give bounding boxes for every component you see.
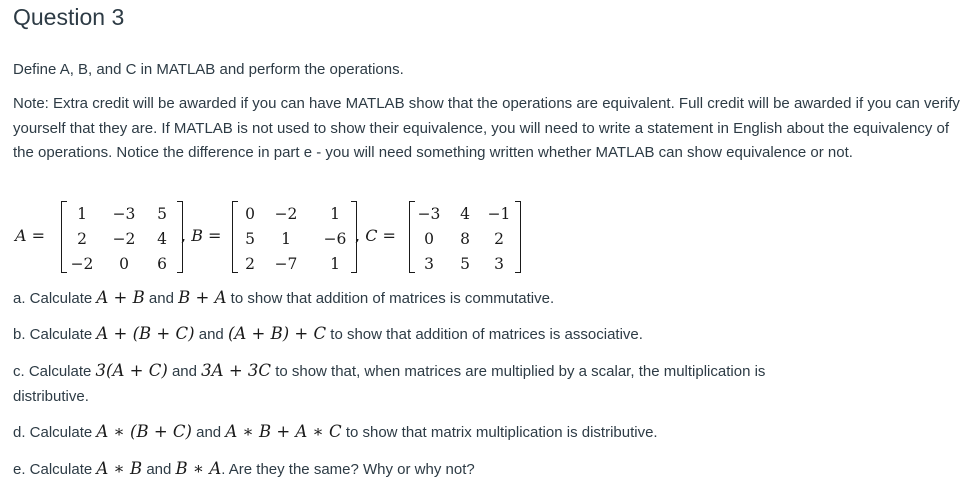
matrix-a-cell: 6: [157, 255, 167, 273]
matrix-a-cell: 1: [77, 205, 87, 223]
matrix-a-cell: 4: [157, 230, 167, 248]
matrix-a-cell: 2: [77, 230, 87, 248]
part-d-expr1: A ∗ (B + C): [96, 422, 192, 441]
part-b-expr1: A + (B + C): [96, 324, 195, 343]
intro-text: Define A, B, and C in MATLAB and perform the operations.: [13, 61, 404, 78]
part-c-expr1: 3(A + C): [95, 361, 168, 380]
matrix-c-cell: 2: [494, 230, 504, 248]
matrix-a: [61, 201, 183, 273]
matrix-c-cell: 8: [460, 230, 470, 248]
part-e-expr2: B ∗ A: [175, 459, 222, 478]
matrix-c-cell: −3: [417, 205, 441, 223]
matrix-a-cell: 5: [157, 205, 167, 223]
note-text: Note: Extra credit will be awarded if you can have MATLAB show that the operations are equivalent. Full credit will be awarded if you can verify yourself that they are. If MATLAB is not used to show their equivalence, you will need to write a statement in English about the equivalency of the operations. Notice the difference in part e - you will need something written whether MATLAB can show equivalence or not.: [13, 95, 960, 161]
matrix-b-label: , B =: [181, 226, 222, 245]
matrix-c-cell: 3: [424, 255, 434, 273]
matrix-b-cell: 5: [245, 230, 255, 248]
matrix-b-cell: −2: [274, 205, 298, 223]
matrix-b-cell: 1: [281, 230, 291, 248]
page-title: Question 3: [13, 4, 125, 30]
matrix-b-cell: 0: [245, 205, 255, 223]
matrix-a-cell: −2: [112, 230, 136, 248]
matrix-b-cell: 1: [330, 255, 340, 273]
part-b-expr2: (A + B) + C: [227, 324, 327, 343]
matrix-a-label: A =: [15, 226, 46, 245]
matrix-b-cell: −6: [323, 230, 347, 248]
part-c: c. Calculate 3(A + C) and 3A + 3C to show that, when matrices are multiplied by a scalar, the multiplication is distributive.: [13, 361, 766, 405]
matrix-c-cell: 3: [494, 255, 504, 273]
matrix-b: [232, 201, 357, 273]
matrix-c-cell: −1: [487, 205, 511, 223]
matrix-a-cell: −2: [70, 255, 94, 273]
matrix-c: [409, 201, 521, 273]
matrix-b-cell: −7: [274, 255, 298, 273]
part-a-expr1: A + B: [96, 288, 145, 307]
matrix-c-cell: 5: [460, 255, 470, 273]
part-a-expr2: B + A: [178, 288, 227, 307]
matrix-b-cell: 2: [245, 255, 255, 273]
matrix-c-label: , C =: [355, 226, 396, 245]
matrix-b-cell: 1: [330, 205, 340, 223]
matrix-a-cell: 0: [119, 255, 129, 273]
part-d: d. Calculate A ∗ (B + C) and A ∗ B + A ∗ C to show that matrix multiplication is distributive.: [13, 422, 658, 441]
part-e-expr1: A ∗ B: [96, 459, 143, 478]
part-b: b. Calculate A + (B + C) and (A + B) + C to show that addition of matrices is associative.: [13, 324, 643, 343]
part-c-expr2: 3A + 3C: [201, 361, 272, 380]
matrix-c-cell: 0: [424, 230, 434, 248]
part-a: a. Calculate A + B and B + A to show that addition of matrices is commutative.: [13, 288, 555, 307]
matrix-a-cell: −3: [112, 205, 136, 223]
part-e: e. Calculate A ∗ B and B ∗ A. Are they the same? Why or why not?: [13, 459, 475, 478]
matrix-c-cell: 4: [460, 205, 470, 223]
part-d-expr2: A ∗ B + A ∗ C: [225, 422, 342, 441]
